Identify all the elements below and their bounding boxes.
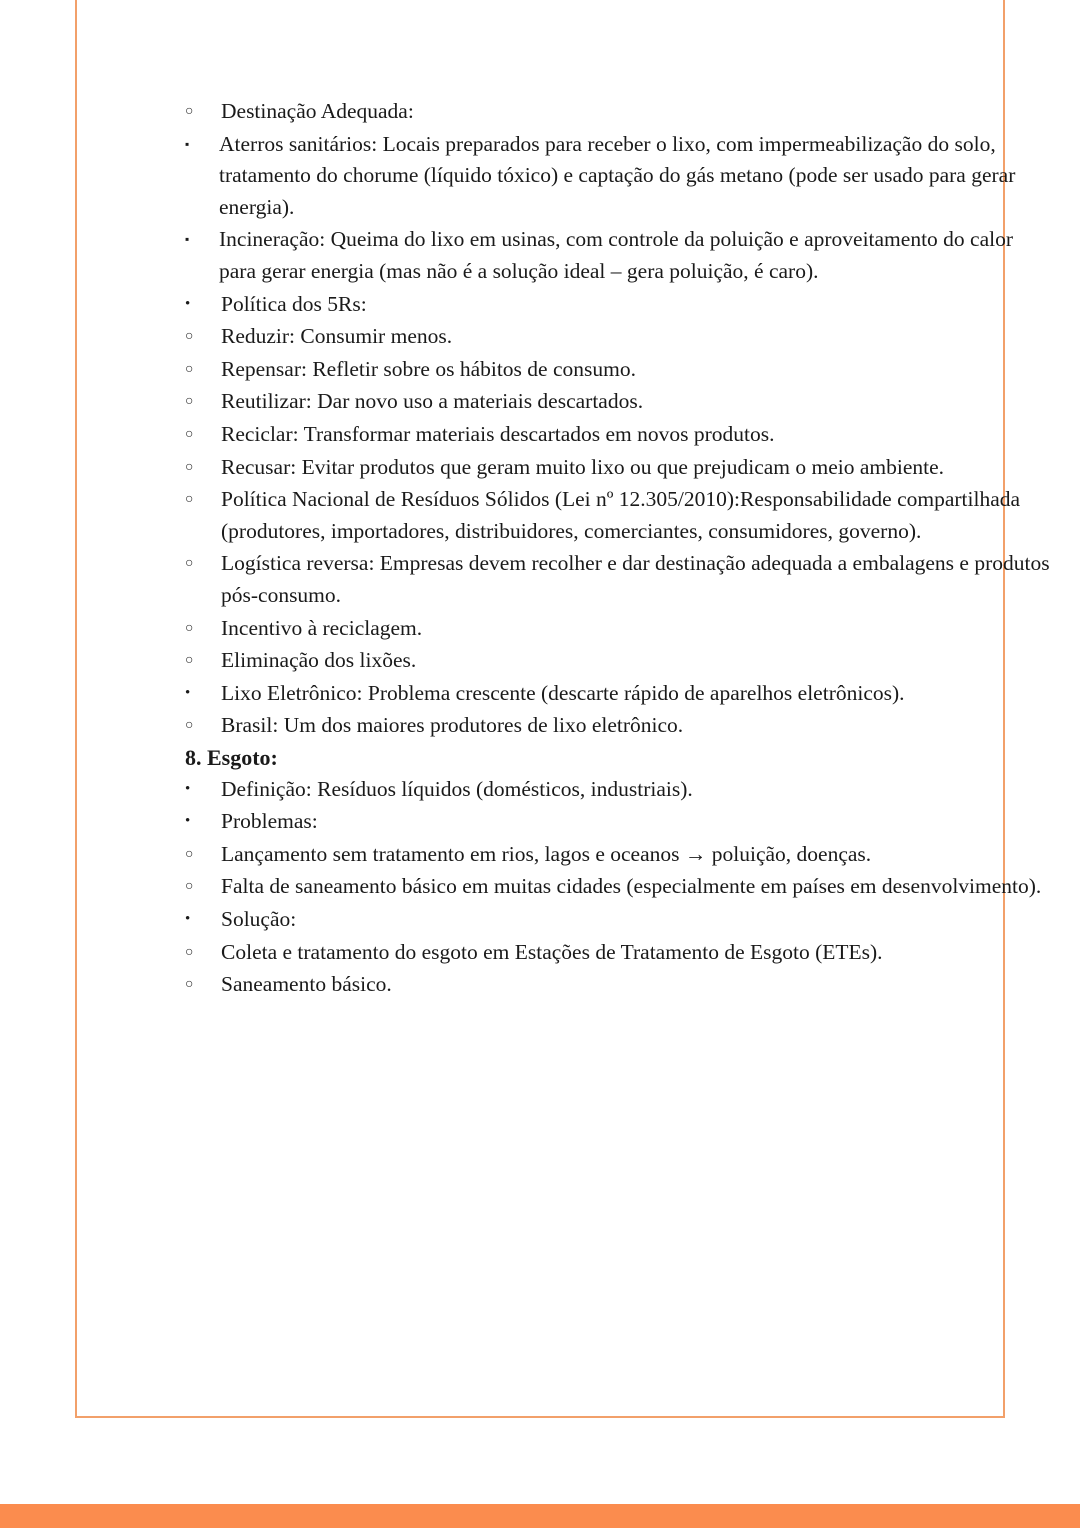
bullet-level-2-icon: ○: [185, 718, 194, 734]
list-item-text: Política dos 5Rs:: [221, 291, 367, 316]
bullet-list: [185, 774, 1055, 1001]
list-item-text: Reduzir: Consumir menos.: [221, 324, 453, 349]
list-item: [185, 806, 1055, 838]
bullet-level-2-icon: ○: [185, 556, 194, 572]
list-item: [185, 419, 1055, 451]
list-item-text: Política Nacional de Resíduos Sólidos (Lei nº 12.305/2010):Responsabilidade compartilhada (produtores, importadores, distribuidores, comerciantes, consumidores, governo).: [221, 487, 1021, 543]
bottom-accent-bar: [0, 1504, 1080, 1528]
list-item: [185, 613, 1055, 645]
list-item-text: Reutilizar: Dar novo uso a materiais descartados.: [221, 389, 644, 414]
list-item-text: Lançamento sem tratamento em rios, lagos e oceanos → poluição, doenças.: [221, 841, 872, 866]
list-item: [185, 710, 1055, 742]
bullet-level-2-icon: ○: [185, 846, 194, 862]
bullet-level-2-icon: ○: [185, 329, 194, 345]
list-item: [185, 96, 1055, 128]
list-item-text: Eliminação dos lixões.: [221, 648, 417, 673]
bullet-level-2-icon: ○: [185, 104, 194, 119]
bullet-level-2-icon: ○: [185, 977, 194, 993]
list-item: [185, 354, 1055, 386]
list-item: [185, 386, 1055, 418]
list-item-text: Lixo Eletrônico: Problema crescente (descarte rápido de aparelhos eletrônicos).: [221, 680, 905, 705]
bullet-level-3-icon: ▪: [185, 232, 190, 247]
list-item: [185, 645, 1055, 677]
list-item: [185, 129, 1055, 224]
list-item: [185, 937, 1055, 969]
bullet-list: [185, 96, 1055, 742]
list-item: [185, 839, 1055, 871]
bullet-level-2-icon: ○: [185, 653, 194, 669]
bullet-level-2-icon: ○: [185, 361, 194, 377]
list-item: [185, 969, 1055, 1001]
list-item-text: Falta de saneamento básico em muitas cidades (especialmente em países em desenvolvimento).: [221, 874, 1042, 899]
list-item: [185, 484, 1055, 547]
bullet-level-3-icon: ▪: [185, 136, 190, 151]
bullet-level-2-icon: ○: [185, 459, 194, 475]
list-item: [185, 224, 1055, 287]
list-item: [185, 871, 1055, 903]
bullet-level-1-icon: •: [185, 295, 191, 312]
section-heading: 8. Esgoto:: [185, 744, 278, 770]
list-item: [185, 904, 1055, 936]
bullet-level-2-icon: ○: [185, 426, 194, 442]
list-item-text: Destinação Adequada:: [221, 99, 414, 123]
list-item: [185, 452, 1055, 484]
list-item-text: Saneamento básico.: [221, 972, 392, 997]
bullet-level-2-icon: ○: [185, 944, 194, 960]
bullet-level-1-icon: •: [185, 813, 191, 830]
list-item-text: Recusar: Evitar produtos que geram muito lixo ou que prejudicam o meio ambiente.: [221, 454, 945, 479]
bullet-level-2-icon: ○: [185, 394, 194, 410]
bullet-level-2-icon: ○: [185, 492, 194, 508]
list-item-text: Reciclar: Transformar materiais descartados em novos produtos.: [221, 421, 775, 446]
list-item-text: Incentivo à reciclagem.: [221, 615, 423, 640]
list-item: [185, 321, 1055, 353]
bullet-level-1-icon: •: [185, 911, 191, 928]
page-frame: [75, 0, 1050, 1418]
list-item: [185, 289, 1055, 321]
list-item-text: Logística reversa: Empresas devem recolher e dar destinação adequada a embalagens e produtos pós-consumo.: [221, 551, 1050, 607]
bullet-level-1-icon: •: [185, 684, 191, 701]
list-item-text: Problemas:: [221, 809, 318, 834]
bullet-level-2-icon: ○: [185, 879, 194, 895]
list-item-text: Coleta e tratamento do esgoto em Estações de Tratamento de Esgoto (ETEs).: [221, 939, 883, 964]
bullet-level-1-icon: •: [185, 780, 191, 797]
list-item: [185, 678, 1055, 710]
list-item-text: Brasil: Um dos maiores produtores de lixo eletrônico.: [221, 713, 684, 738]
bullet-level-2-icon: ○: [185, 620, 194, 636]
document-content: [185, 96, 1055, 1002]
list-item: [185, 548, 1055, 611]
list-item-text: Incineração: Queima do lixo em usinas, com controle da poluição e aproveitamento do calor para gerar energia (mas não é a solução ideal – gera poluição, é caro).: [219, 227, 1014, 283]
list-item: [185, 774, 1055, 806]
list-item-text: Repensar: Refletir sobre os hábitos de consumo.: [221, 356, 636, 381]
list-item-text: Solução:: [221, 907, 297, 932]
list-item-text: Aterros sanitários: Locais preparados para receber o lixo, com impermeabilização do solo, tratamento do chorume (líquido tóxico) e captação do gás metano (pode ser usado para gerar energia).: [219, 131, 1016, 219]
list-item-text: Definição: Resíduos líquidos (domésticos, industriais).: [221, 776, 693, 801]
